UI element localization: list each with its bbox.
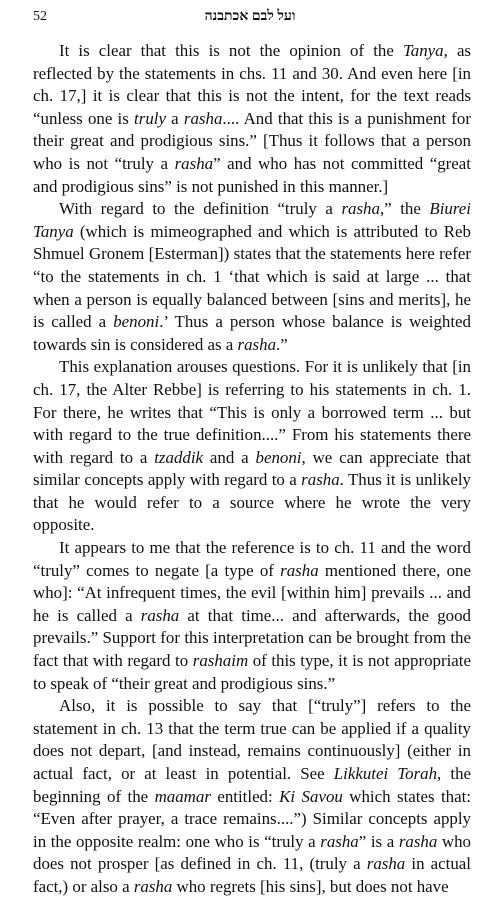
paragraph bbox=[33, 40, 471, 198]
italic-run: Ki Savou bbox=[279, 786, 343, 806]
italic-run: rasha bbox=[174, 153, 214, 173]
paragraph bbox=[33, 356, 471, 537]
italic-run: rasha bbox=[237, 334, 277, 354]
text-run: of this type, it is not appropriate to speak of “their great and prodigious sins.” bbox=[33, 651, 471, 693]
text-run: and a bbox=[203, 447, 256, 467]
text-run: . Thus it is unlikely that he would refer to a source where he wrote the very opposite. bbox=[33, 470, 471, 535]
italic-run: maamar bbox=[154, 786, 211, 806]
paragraph bbox=[33, 198, 471, 356]
text-run: which states that: “Even after prayer, a trace remains....”) Similar concepts apply in the opposite realm: one who is “truly a bbox=[33, 786, 471, 851]
text-run: .... And that this is a punishment for their great and prodigious sins.” [Thus it follows that a person who is not “truly a bbox=[33, 108, 471, 173]
italic-run: truly bbox=[134, 108, 166, 128]
text-run: This explanation arouses questions. For it is unlikely that [in ch. 17, the Alter Rebbe] is referring to his statements in ch. 1. For there, he writes that “This is only a borrowed term ... but with regard to the true definition....” From his statements there with regard to a bbox=[33, 357, 471, 467]
text-run: the beginning of the bbox=[33, 764, 472, 806]
italic-run: rasha bbox=[398, 831, 438, 851]
text-run: , as reflected by the statements in chs. 11 and 30. And even here [in ch. 17,] it is clear that this is not the intent, for the text reads “unless one is bbox=[33, 41, 472, 128]
text-run: in actual fact,) or also a bbox=[33, 854, 471, 896]
text-run: With regard to the definition “truly a bbox=[59, 199, 342, 219]
text-run: (which is mimeographed and which is attributed to Reb Shmuel Gronem [Esterman]) states that the statements here refer “to the statements in ch. 1 ‘that which is said at large ... that when a person is equally balanced between [sins and merits], he is called a bbox=[33, 221, 471, 332]
text-run: a bbox=[165, 108, 184, 128]
italic-run: benoni bbox=[255, 447, 302, 467]
italic-run: rasha bbox=[140, 605, 180, 625]
paragraph bbox=[33, 695, 471, 898]
text-run: who regrets [his sins], but does not have bbox=[172, 876, 449, 896]
text-run: ” is a bbox=[358, 831, 399, 851]
italic-run: tzaddik bbox=[154, 447, 204, 467]
text-run: who does not prosper [as defined in ch. 11, (truly a bbox=[33, 831, 471, 874]
italic-run: Likkutei Torah, bbox=[333, 764, 442, 783]
page-number: 52 bbox=[33, 9, 47, 24]
body-text bbox=[33, 40, 471, 899]
text-run: mentioned there, one who]: “At infrequent times, the evil [within him] prevails ... and he is called a bbox=[33, 560, 471, 625]
italic-run: rasha bbox=[280, 560, 319, 580]
text-run: entitled: bbox=[210, 786, 280, 806]
text-run: ,” the bbox=[379, 199, 430, 219]
italic-run: rasha bbox=[133, 876, 173, 896]
text-run: ” and who has not committed “great and prodigious sins” is not punished in this manner.] bbox=[33, 153, 471, 196]
text-run: It appears to me that the reference is to ch. 11 and the word “truly” comes to negate [a type of bbox=[33, 538, 471, 580]
italic-run: Biurei Tanya bbox=[33, 199, 471, 241]
italic-run: benoni bbox=[113, 312, 160, 332]
text-run: , we can appreciate that similar concepts apply with regard to a bbox=[33, 447, 471, 490]
italic-run: rasha bbox=[183, 108, 223, 128]
text-run: .’ Thus a person whose balance is weighted towards sin is considered as a bbox=[33, 312, 471, 354]
italic-run: rasha bbox=[320, 831, 359, 851]
text-run: Also, it is possible to say that [“truly”] refers to the statement in ch. 13 that the term true can be applied if a quality does not depart, [and instead, remains continuously] (either in actual fact, or at least in potential. See bbox=[33, 696, 471, 783]
text-run: It is clear that this is not the opinion of the bbox=[59, 41, 403, 60]
italic-run: rasha bbox=[341, 199, 380, 219]
italic-run: rasha bbox=[366, 854, 406, 874]
text-run: at that time... and afterwards, the good prevails.” Support for this interpretation can be brought from the fact that with regard to bbox=[33, 605, 471, 671]
italic-run: Tanya bbox=[402, 41, 444, 60]
italic-run: rasha bbox=[301, 470, 340, 490]
italic-run: rashaim bbox=[192, 651, 249, 671]
running-title: ועל לבם אכתבנה bbox=[204, 9, 296, 24]
paragraph bbox=[33, 537, 471, 695]
text-run: .” bbox=[276, 334, 288, 354]
